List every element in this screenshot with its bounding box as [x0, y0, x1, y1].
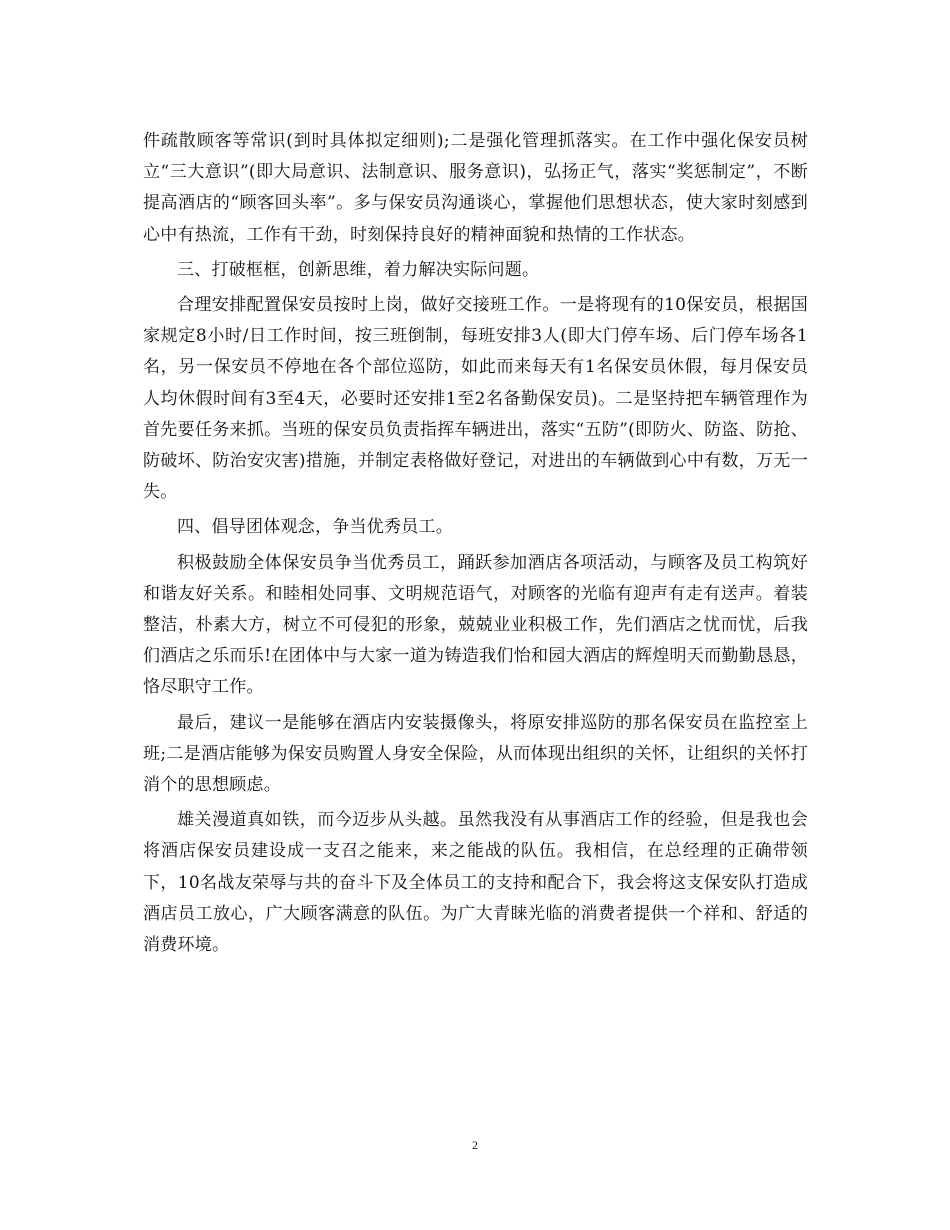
- paragraph-shift-arrangement: 合理安排配置保安员按时上岗，做好交接班工作。一是将现有的10保安员，根据国家规定8小时/日工作时间，按三班倒制，每班安排3人(即大门停车场、后门停车场各1名，另一保安员不停地在各个部位巡防，如此而来每天有1名保安员休假，每月保安员人均休假时间有3至4天，必要时还安排1至2名备勤保安员)。二是坚持把车辆管理作为首先要任务来抓。当班的保安员负责指挥车辆进出，落实“五防”(即防火、防盗、防抢、防破坏、防治安灾害)措施，并制定表格做好登记，对进出的车辆做到心中有数，万无一失。: [143, 295, 808, 503]
- page-number: 2: [472, 1138, 478, 1152]
- paragraph-team-spirit: 积极鼓励全体保安员争当优秀员工，踊跃参加酒店各项活动，与顾客及员工构筑好和谐友好关系。和睦相处同事、文明规范语气，对顾客的光临有迎声有走有送声。着装整洁，朴素大方，树立不可侵犯的形象，兢兢业业积极工作，先们酒店之忧而忧，后我们酒店之乐而乐!在团体中与大家一道为铸造我们怡和园大酒店的辉煌明天而勤勤恳恳，恪尽职守工作。: [143, 552, 808, 698]
- paragraph-closing: 雄关漫道真如铁，而今迈步从头越。虽然我没有从事酒店工作的经验，但是我也会将酒店保安员建设成一支召之能来，来之能战的队伍。我相信，在总经理的正确带领下，10名战友荣辱与共的奋斗下及全体员工的支持和配合下，我会将这支保安队打造成酒店员工放心，广大顾客满意的队伍。为广大青睐光临的消费者提供一个祥和、舒适的消费环境。: [143, 810, 808, 956]
- section-heading-3: 三、打破框框，创新思维，着力解决实际问题。: [177, 259, 540, 280]
- paragraph-continuation: 件疏散顾客等常识(到时具体拟定细则);二是强化管理抓落实。在工作中强化保安员树立“三大意识”(即大局意识、法制意识、服务意识)，弘扬正气，落实“奖惩制定”，不断提高酒店的“顾客回头率”。多与保安员沟通谈心，掌握他们思想状态，使大家时刻感到心中有热流，工作有干劲，时刻保持良好的精神面貌和热情的工作状态。: [143, 131, 808, 245]
- section-heading-4: 四、倡导团体观念，争当优秀员工。: [177, 517, 453, 538]
- paragraph-suggestions: 最后，建议一是能够在酒店内安装摄像头，将原安排巡防的那名保安员在监控室上班;二是酒店能够为保安员购置人身安全保险，从而体现出组织的关怀，让组织的关怀打消个的思想顾虑。: [143, 712, 808, 796]
- document-body: [143, 126, 808, 961]
